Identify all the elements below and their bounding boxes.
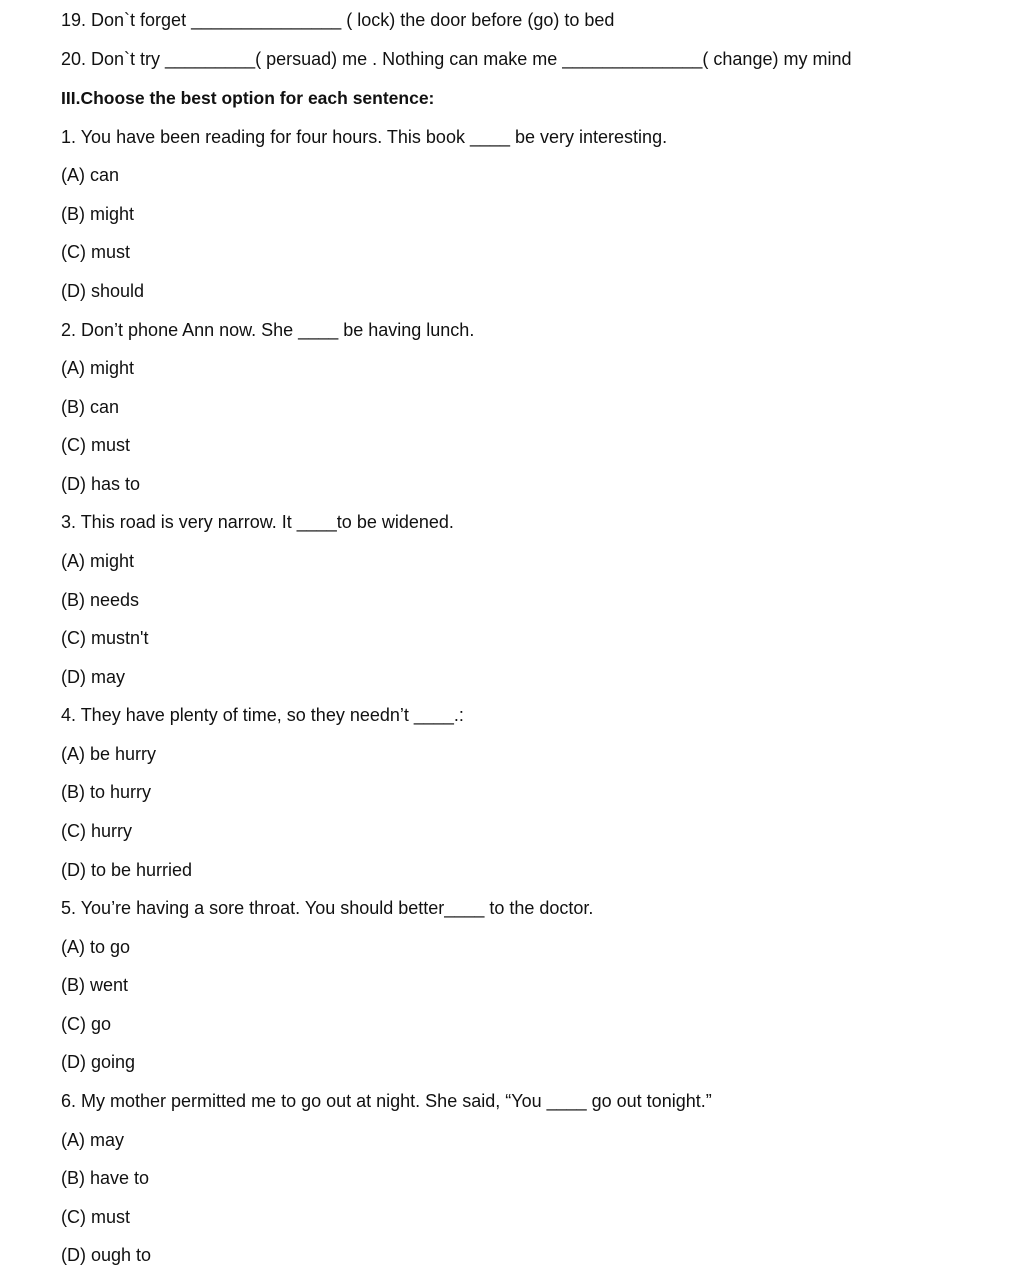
section-heading: III.Choose the best option for each sentence:: [61, 88, 435, 108]
option-3c: (C) mustn't: [61, 628, 149, 648]
option-1d: (D) should: [61, 281, 145, 301]
question-19: 19. Don`t forget _______________ ( lock) the door before (go) to bed: [61, 10, 615, 30]
question-2: 2. Don’t phone Ann now. She ____ be having lunch.: [61, 320, 475, 340]
option-6a: (A) may: [61, 1130, 124, 1150]
option-5b: (B) went: [61, 975, 129, 995]
option-5c: (C) go: [61, 1014, 112, 1034]
option-2c: (C) must: [61, 435, 130, 455]
option-4b: (B) to hurry: [61, 782, 152, 802]
question-4: 4. They have plenty of time, so they needn’t ____.:: [61, 705, 464, 725]
option-4c: (C) hurry: [61, 821, 132, 841]
question-5: 5. You’re having a sore throat. You should better____ to the doctor.: [61, 898, 594, 918]
option-6b: (B) have to: [61, 1168, 150, 1188]
option-4d: (D) to be hurried: [61, 860, 193, 880]
option-2d: (D) has to: [61, 474, 141, 494]
option-1b: (B) might: [61, 204, 135, 224]
question-6: 6. My mother permitted me to go out at night. She said, “You ____ go out tonight.”: [61, 1091, 712, 1111]
option-1a: (A) can: [61, 165, 120, 185]
option-2b: (B) can: [61, 397, 120, 417]
option-3b: (B) needs: [61, 590, 140, 610]
option-4a: (A) be hurry: [61, 744, 157, 764]
option-5a: (A) to go: [61, 937, 131, 957]
question-3: 3. This road is very narrow. It ____to be widened.: [61, 512, 454, 532]
question-1: 1. You have been reading for four hours. This book ____ be very interesting.: [61, 127, 668, 147]
option-3d: (D) may: [61, 667, 125, 687]
option-5d: (D) going: [61, 1052, 136, 1072]
option-1c: (C) must: [61, 242, 130, 262]
option-2a: (A) might: [61, 358, 135, 378]
option-3a: (A) might: [61, 551, 135, 571]
option-6c: (C) must: [61, 1207, 130, 1227]
question-20: 20. Don`t try _________( persuad) me . Nothing can make me ______________( change) my mind: [61, 49, 852, 69]
option-6d: (D) ough to: [61, 1245, 152, 1265]
